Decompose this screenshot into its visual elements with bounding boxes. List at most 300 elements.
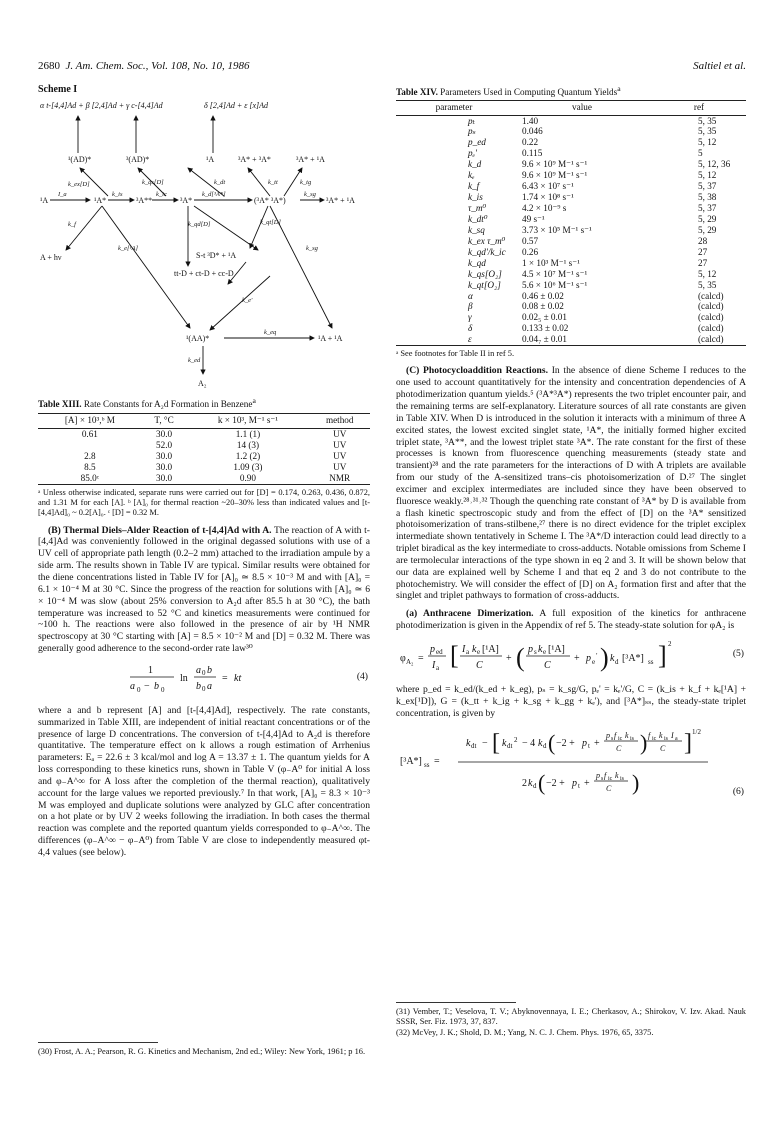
- table-row: [38, 428, 370, 440]
- table14: [396, 100, 746, 346]
- svg-text:d: d: [615, 658, 619, 666]
- table13-number: Table XIII.: [38, 399, 82, 410]
- scheme-label-11: ³A* + ¹A: [326, 196, 355, 206]
- table-row: [396, 192, 746, 203]
- svg-text:[: [: [450, 641, 459, 670]
- right-footnotes: [396, 1002, 746, 1038]
- svg-text:p: p: [586, 653, 591, 664]
- table-row: [38, 451, 370, 462]
- svg-text:f: f: [604, 770, 607, 780]
- table-cell: pₜ: [468, 115, 475, 126]
- rate-label-14: k_e[¹A]: [118, 245, 138, 253]
- svg-text:is: is: [664, 735, 669, 742]
- table-row: [396, 236, 746, 247]
- table-row: [396, 159, 746, 170]
- svg-text:): ): [640, 729, 648, 755]
- section-c-heading: (C) Photocycloaddition Reactions.: [406, 365, 548, 377]
- section-c-text-1: In the absence of diene Scheme I reduces to the one used to account quantitatively for the intensity and concentration dependencies of A photodimerization quantum yields.⁵ (³A*³A*) represents the two triplet encounter pair, and the remaining terms are self-explanatory. Literature sources of all rate constants are given in Table XIV. When D is introduced in the solution it interacts with a minimum of three A excited states, the lowest excited singlet state, ¹A*, the initially formed higher excited triplet state, ³A**, and the lowest triplet state ³A*. The rate constant for the first of these processes is known from fluorescence quenching measurements (steady state and transient)²⁸ and the rate parameters for the interactions of D with A triplets are available from our study of the A-sensitized trans–cis photoisomerization of D.²⁷ The singlet excimer and exciplex intermediates are included since they have been observed to fluoresce weakly.²⁸˒³¹˒³² Though the quenching rate constant of ³A* by D is available from a flash kinetic spectroscopic study and from the effect of [D] on the ³A* sensitized photoisomerization of trans-stilbene,²⁷ there is no direct evidence for the triplet exciplex intermediate shown tentatively in Scheme I. The ³A*/D interaction could lead directly to a triplet biradical as the key intermediate to cross-adducts. Notable omissions from Scheme I are termolecular interactions of the type shown in eq 2 and 3. It will be shown below that our data are explained well by Scheme I and that eq 2 and 3 do not contribute to the photochemistry. We will consider the effect of [D] on A₂ formation first and after that the singlet and triplet pathways to formation of cross-adducts.: [396, 365, 746, 602]
- table-cell: 0.61: [81, 428, 98, 439]
- equation-5: [396, 636, 746, 680]
- table13-col-header: method: [309, 414, 370, 428]
- table-row: [38, 440, 370, 451]
- table14-col-header: parameter: [396, 101, 512, 115]
- svg-text:0: 0: [202, 684, 206, 693]
- table14-col-header: value: [512, 101, 652, 115]
- table-cell: 5.6 × 10⁶ M⁻¹ s⁻¹: [522, 279, 588, 290]
- table-cell: k_d: [468, 159, 482, 170]
- section-c-text-2: A full exposition of the kinetics for anthracene photodimerization is given in the Appendix of ref 5. The steady-state solution for φA₂ is: [396, 608, 746, 632]
- svg-text:k: k: [466, 737, 471, 749]
- table-cell: 5: [698, 148, 703, 159]
- svg-text:(: (: [538, 769, 546, 795]
- svg-text:−: −: [482, 737, 488, 749]
- table-cell: k_qs[O₂]: [468, 268, 502, 279]
- table-cell: k_dt⁰: [468, 213, 488, 224]
- table-cell: 4.5 × 10⁷ M⁻¹ s⁻¹: [522, 268, 588, 279]
- table-row: [396, 291, 746, 302]
- svg-text:is: is: [620, 775, 625, 782]
- svg-text:f: f: [614, 730, 617, 740]
- scheme-top-left-products: α t-[4,4]Ad + β [2,4]Ad + γ c-[4,4]Ad: [40, 101, 163, 111]
- svg-text:[¹A]: [¹A]: [482, 644, 499, 655]
- section-c-paragraph-2: [396, 608, 746, 632]
- table-row: [396, 214, 746, 225]
- table-cell: 8.5: [84, 461, 96, 472]
- table-cell: 6.43 × 10⁷ s⁻¹: [522, 181, 574, 192]
- svg-text:e: e: [592, 658, 596, 666]
- svg-text:e: e: [543, 648, 547, 656]
- header-citation: [38, 60, 250, 73]
- table-cell: 1.09 (3): [233, 461, 263, 472]
- svg-text:1/2: 1/2: [692, 727, 701, 736]
- table-cell: 5, 12: [698, 268, 717, 279]
- equation-4-svg: [38, 659, 370, 699]
- equation-5-number: (5): [732, 648, 744, 659]
- rate-label-11: k_f: [68, 221, 76, 229]
- table-cell: [38, 440, 142, 451]
- table-cell: 0.046: [522, 126, 543, 137]
- scheme-label-6: ¹A: [40, 196, 49, 206]
- svg-text:p: p: [606, 730, 610, 740]
- section-b-heading: (B) Thermal Diels–Alder Reaction of t-[4,4]Ad with A.: [48, 524, 272, 536]
- footnote-31: (31) Vember, T.; Veselova, T. V.; Abyknovennaya, I. E.; Cherkasov, A.; Shirokov, V. Izv. Akad. Nauk SSSR, Ser. Fiz. 1973, 37, 837.: [396, 1007, 746, 1027]
- table-cell: (calcd): [698, 312, 724, 323]
- table-cell: 5, 12, 36: [698, 159, 731, 170]
- section-c-paragraph-3: where p_ed = k_ed/(k_ed + k_eg), pₛ = k_sg/G, pₑ' = kₑ'/G, C = (k_is + k_f + kₑ[¹A] + k_ex[¹D]), G = (k_tt + k_ig + k_sg + k_gg + kₑ'), and [³A*]ₛₛ, the steady-state triplet concentration, is given by: [396, 684, 746, 719]
- svg-text:a: a: [675, 735, 678, 742]
- rate-label-10: k_tg: [300, 179, 312, 187]
- svg-text:d: d: [543, 741, 547, 750]
- svg-text:′: ′: [596, 652, 598, 660]
- svg-text:−2 +: −2 +: [556, 737, 575, 749]
- svg-text:a: a: [196, 664, 201, 676]
- svg-text:ic: ic: [618, 735, 623, 742]
- table-cell: α: [468, 290, 473, 301]
- section-c-paragraph-1: [396, 365, 746, 602]
- table13-caption: [38, 396, 370, 410]
- svg-text:φ: φ: [400, 653, 406, 664]
- table14-col-header: ref: [652, 101, 746, 115]
- equation-6: [396, 724, 746, 800]
- table-cell: 0.26: [522, 246, 539, 257]
- rate-label-16: k_e': [242, 297, 253, 305]
- svg-text:C: C: [476, 660, 483, 671]
- table-cell: δ: [468, 323, 473, 334]
- table-cell: 1 × 10³ M⁻¹ s⁻¹: [522, 257, 580, 268]
- svg-text:+: +: [506, 653, 512, 664]
- table-cell: k_sq: [468, 224, 485, 235]
- table-cell: 5, 35: [698, 279, 717, 290]
- scheme-label-15: ¹(AA)*: [186, 334, 210, 344]
- table13-title-sup: a: [252, 396, 256, 406]
- table-cell: k_qd'/k_ic: [468, 246, 506, 257]
- svg-text:p: p: [528, 644, 533, 655]
- table14-footnote: ᵃ See footnotes for Table II in ref 5.: [396, 349, 515, 359]
- scheme-label-17: A₂: [198, 379, 207, 389]
- svg-text:s: s: [611, 735, 614, 742]
- table-cell: 0.08 ± 0.02: [522, 301, 564, 312]
- table14-number: Table XIV.: [396, 87, 438, 98]
- scheme-label-3: ¹A: [206, 155, 215, 165]
- svg-text:(: (: [548, 729, 556, 755]
- equation-5-svg: [396, 636, 746, 680]
- table14-title-sup: a: [617, 84, 621, 93]
- table-cell: 27: [698, 257, 708, 268]
- svg-text:k: k: [625, 730, 629, 740]
- scheme-label-16: ¹A + ¹A: [318, 334, 343, 344]
- table-cell: kₑ: [468, 170, 475, 181]
- svg-text:+: +: [594, 737, 600, 749]
- table-cell: 1.74 × 10⁸ s⁻¹: [522, 192, 574, 203]
- table-row: [396, 148, 746, 159]
- svg-text:k: k: [538, 737, 543, 749]
- section-b-text-1: The reaction of A with t-[4,4]Ad was conveniently followed in the original degassed solutions with use of a UV cell of appropriate path length (0.2–2 mm) attached to the irradiation ampule by a side arm. The results shown in Table IV are typical. Similar results were obtained for the diene concentrations listed in Table IV for [A]₀ ≃ 8.5 × 10⁻³ M and with [A]₀ = 6.1 × 10⁻⁴ M at 30 °C. Since the progress of the reaction for solutions with [A]₀ ≃ 6 × 10⁻⁴ M was slow (about 25% conversion to A₂d after 85.5 h at 30 °C), the bath temperature was increased to 52 °C and kinetics measurements were continued for ~100 h. The reactions were also followed in the presence of air by ¹H NMR spectroscopy at 30 °C starting with [A] = 8.5 × 10⁻² M and [D] = 0.32 M. There was generally good adherence to the second-order rate law³⁰: [38, 524, 370, 655]
- svg-text:A₂: A₂: [406, 658, 414, 666]
- table-cell: 5, 12: [698, 170, 717, 181]
- svg-text:0: 0: [137, 685, 141, 694]
- scheme-label-8: ³A**: [136, 196, 153, 206]
- svg-text:k: k: [538, 644, 543, 655]
- svg-text:C: C: [660, 743, 666, 753]
- scheme-label-9: ³A*: [180, 196, 193, 206]
- left-footnotes: [38, 1042, 370, 1057]
- svg-text:k: k: [610, 653, 615, 664]
- table-row: [396, 115, 746, 126]
- svg-text:[: [: [492, 729, 500, 756]
- table-row: [396, 170, 746, 181]
- svg-text:ed: ed: [436, 648, 443, 656]
- svg-text:ln: ln: [180, 672, 188, 684]
- svg-text:k: k: [528, 777, 533, 789]
- svg-text:]: ]: [658, 641, 667, 670]
- rate-label-18: k_ed: [188, 357, 201, 365]
- footnote-30: (30) Frost, A. A.; Pearson, R. G. Kinetics and Mechanism, 2nd ed.; Wiley: New York, 1961; p 16.: [38, 1047, 366, 1056]
- footnote-32: (32) McVey, J. K.; Shold, D. M.; Yang, N. C. J. Chem. Phys. 1976, 65, 3375.: [396, 1027, 654, 1037]
- reaction-scheme-diagram: [38, 98, 370, 390]
- table-cell: p_ed: [468, 137, 486, 148]
- table-cell: pₑ': [468, 148, 477, 159]
- table-cell: 4.2 × 10⁻⁹ s: [522, 203, 567, 213]
- table-cell: 5, 35: [698, 126, 717, 137]
- svg-text:− 4: − 4: [522, 737, 536, 749]
- table-cell: τ_m⁰: [468, 203, 487, 213]
- svg-text:0: 0: [161, 685, 165, 694]
- scheme-label-13: S-t ³D* + ¹A: [196, 251, 237, 261]
- table-row: [396, 225, 746, 236]
- section-b-paragraph-1: [38, 525, 370, 655]
- table-cell: 27: [698, 246, 708, 257]
- svg-text:−2 +: −2 +: [546, 777, 565, 789]
- table-cell: UV: [333, 439, 347, 450]
- table-row: [396, 323, 746, 334]
- svg-text:C: C: [544, 660, 551, 671]
- table-cell: 5, 12: [698, 137, 717, 148]
- section-b-paragraph-2: where a and b represent [A] and [t-[4,4]Ad], respectively. The rate constants, summarized in Table XIII, are independent of initial reactant concentrations or of the presence of large D concentrations. The conversion of t-[4,4]Ad to A₂d is therefore quantitative. The temperature effect on k allows a rough estimation of Arrhenius parameters: Eₐ = 22.6 ± 3 kcal/mol and log A = 13.37 ± 1. The quantum yields for A loss corresponding to these kinetics runs, shown in Table V (φ₋A⁰ for initial A loss and φ₋A^∞ for A loss after the completion of the thermal reaction), qualitatively account for the large values we reported previously.⁷ In that work, [A]₀ = 8.3 × 10⁻³ M was employed and duplicate solutions were analyzed by GLC after concentration on a hot plate or by UV 2 weeks following the irradiation. In both cases the thermal reaction was complete and the reported quantum yields corresponded to φ₋A^∞. The differences (φ₋A^∞ − φ₋A⁰) from Table V are close to independently measured φt-4,4 values (see below).: [38, 704, 370, 858]
- arrow-17: [194, 206, 258, 250]
- table-row: [396, 269, 746, 280]
- table-cell: NMR: [329, 472, 351, 483]
- svg-text:2: 2: [668, 640, 672, 648]
- table-cell: ε: [468, 334, 472, 345]
- rate-label-5: k_sg: [304, 191, 316, 199]
- svg-text:[¹A]: [¹A]: [548, 644, 565, 655]
- table-cell: 0.90: [239, 472, 256, 483]
- table-cell: 49 s⁻¹: [522, 213, 545, 224]
- table-row: [38, 462, 370, 473]
- rate-label-17: k_eq: [264, 329, 277, 337]
- svg-text:p: p: [572, 777, 577, 789]
- table-cell: k_qt[O₂]: [468, 279, 501, 290]
- scheme-label-5: ³A* + ¹A: [296, 155, 325, 165]
- svg-text:I: I: [462, 644, 466, 655]
- table13-header-row: [38, 414, 370, 428]
- svg-text:a: a: [436, 664, 440, 672]
- arrow-7: [248, 168, 270, 196]
- table-cell: β: [468, 301, 473, 312]
- table-cell: pₛ: [468, 126, 476, 137]
- svg-text:dt: dt: [471, 741, 477, 750]
- rate-label-8: k_dt: [214, 179, 226, 187]
- table-cell: 52.0: [156, 439, 173, 450]
- table-cell: (calcd): [698, 290, 724, 301]
- arrow-18: [250, 206, 268, 248]
- arrow-21: [210, 276, 270, 330]
- svg-text:=: =: [434, 755, 440, 767]
- table-cell: (calcd): [698, 334, 724, 345]
- table-cell: k_ex τ_m⁰: [468, 235, 506, 246]
- table-cell: 9.6 × 10⁹ M⁻¹ s⁻¹: [522, 159, 588, 170]
- svg-text:t: t: [588, 741, 590, 750]
- equation-6-number: (6): [732, 785, 744, 797]
- svg-text:k: k: [659, 730, 663, 740]
- svg-text:t: t: [578, 781, 580, 790]
- table-cell: 85.0ᶜ: [80, 472, 100, 483]
- table-cell: 30.0: [156, 461, 173, 472]
- table-cell: 0.57: [522, 235, 539, 246]
- table-cell: UV: [333, 450, 347, 461]
- rate-label-7: k_qs[D]: [142, 179, 164, 187]
- rate-label-15: k_sg: [306, 245, 318, 253]
- table13-footnote: ᵃ Unless otherwise indicated, separate runs were carried out for [D] = 0.174, 0.263, 0.436, 0.872, and 1.31 M for each [A]. ᵇ [A]₀ for thermal reaction ~20–30% less than indicated values and [t-[4,4]Ad]₀ ~ 0.2[A]₀. ᶜ [D] = 0.32 M.: [38, 487, 370, 518]
- scheme-title: Scheme I: [38, 84, 78, 95]
- scheme-label-4: ³A* + ³A*: [238, 155, 271, 165]
- scheme-label-10: (³A* ³A*): [254, 196, 286, 206]
- scheme-label-14: tt-D + ct-D + cc-D: [174, 269, 234, 279]
- svg-text:2: 2: [514, 735, 518, 744]
- table13-col-header: T, °C: [142, 414, 187, 428]
- table14-header-row: [396, 101, 746, 115]
- svg-text:d: d: [533, 781, 537, 790]
- table-cell: 5, 35: [698, 115, 717, 126]
- footnote-rule: [396, 1002, 516, 1003]
- table-cell: 0.133 ± 0.02: [522, 323, 569, 334]
- svg-text:): ): [600, 643, 609, 672]
- svg-text:=: =: [418, 653, 424, 664]
- table-row: [396, 137, 746, 148]
- svg-text:b: b: [196, 680, 201, 692]
- table-cell: 9.6 × 10⁹ M⁻¹ s⁻¹: [522, 170, 588, 181]
- table-cell: k_qd: [468, 257, 486, 268]
- svg-text:C: C: [606, 783, 612, 793]
- table-cell: 1.40: [522, 115, 539, 126]
- table-cell: 28: [698, 235, 708, 246]
- svg-text:ic: ic: [652, 735, 657, 742]
- right-column: [396, 84, 746, 1037]
- table-cell: 0.46 ± 0.02: [522, 290, 564, 301]
- table-cell: 30.0: [156, 428, 173, 439]
- arrow-14: [66, 206, 102, 250]
- page-header: [38, 60, 746, 76]
- table-cell: 0.115: [522, 148, 543, 159]
- svg-text:): ): [632, 769, 640, 795]
- svg-text:p: p: [430, 644, 435, 655]
- rate-label-12: k_qd[D]: [188, 221, 211, 229]
- rate-label-6: k_ex[D]: [68, 181, 90, 189]
- table-row: [396, 258, 746, 269]
- svg-text:a: a: [466, 648, 470, 656]
- table14-caption: [396, 84, 746, 98]
- table13-col-header: [A] × 10³,ᵇ M: [38, 414, 142, 428]
- svg-text:[³A*]: [³A*]: [400, 755, 422, 767]
- rate-label-9: k_tt: [268, 179, 278, 187]
- table-cell: 2.8: [84, 450, 96, 461]
- table-row: [396, 312, 746, 323]
- svg-text:s: s: [534, 648, 537, 656]
- rate-label-1: I_a: [58, 191, 67, 199]
- svg-text:b: b: [207, 664, 212, 676]
- svg-text:a: a: [130, 680, 135, 692]
- scheme-label-12: A + hν: [40, 253, 62, 263]
- equation-6-svg: [396, 724, 746, 800]
- svg-text:0: 0: [202, 668, 206, 677]
- svg-text:−: −: [144, 680, 150, 692]
- scheme-label-7: ¹A*: [94, 196, 107, 206]
- svg-text:k: k: [472, 644, 477, 655]
- rate-label-2: k_is: [112, 191, 123, 199]
- table-row: [396, 280, 746, 291]
- svg-text:ss: ss: [648, 658, 654, 666]
- svg-text:b: b: [154, 680, 159, 692]
- table-cell: 0.04₇ ± 0.01: [522, 334, 567, 345]
- svg-text:dt: dt: [507, 741, 513, 750]
- rate-label-13: k_qt[D]: [260, 219, 281, 227]
- svg-text:+: +: [584, 777, 590, 789]
- table-cell: 5, 37: [698, 203, 717, 213]
- equation-4-number: (4): [356, 670, 368, 682]
- table-cell: 5, 38: [698, 192, 717, 203]
- table-row: [396, 126, 746, 137]
- footnote-rule: [38, 1042, 158, 1043]
- svg-text:I: I: [671, 730, 674, 740]
- table-cell: k_f: [468, 181, 480, 192]
- table-cell: 14 (3): [236, 439, 260, 450]
- svg-text:f: f: [648, 730, 651, 740]
- table-cell: 3.73 × 10⁵ M⁻¹ s⁻¹: [522, 224, 592, 235]
- table-cell: 5, 29: [698, 213, 717, 224]
- table14-title: Parameters Used in Computing Quantum Yields: [440, 87, 618, 98]
- svg-text:p: p: [582, 737, 587, 749]
- table-row: [396, 203, 746, 214]
- table13-col-header: k × 10³, M⁻¹ s⁻¹: [186, 414, 309, 428]
- svg-text:s: s: [601, 775, 604, 782]
- table-row: [396, 181, 746, 192]
- table-cell: UV: [333, 428, 347, 439]
- table-cell: (calcd): [698, 301, 724, 312]
- svg-text:p: p: [596, 770, 600, 780]
- scheme-label-2: ³(AD)*: [126, 155, 150, 165]
- section-c-subheading: (a) Anthracene Dimerization.: [406, 608, 534, 620]
- table-cell: (calcd): [698, 323, 724, 334]
- table-row: [396, 334, 746, 345]
- rate-label-3: k_ic: [156, 191, 167, 199]
- scheme-top-right-products: δ [2,4]Ad + ε [x]Ad: [204, 101, 269, 111]
- svg-text:kt: kt: [234, 672, 242, 684]
- svg-text:(: (: [516, 643, 525, 672]
- svg-text:a: a: [207, 680, 212, 692]
- table-cell: 5, 29: [698, 224, 717, 235]
- journal-name: J. Am. Chem. Soc., Vol. 108, No. 10, 1986: [65, 60, 250, 72]
- table-row: [38, 473, 370, 485]
- table-cell: UV: [333, 461, 347, 472]
- arrow-15: [102, 206, 190, 328]
- header-authors: Saltiel et al.: [693, 60, 746, 72]
- table-cell: 0.02₅ ± 0.01: [522, 312, 567, 323]
- svg-text:C: C: [616, 743, 622, 753]
- svg-text:e: e: [477, 648, 481, 656]
- svg-text:k: k: [615, 770, 619, 780]
- table-cell: 30.0: [156, 450, 173, 461]
- page-number: 2680: [38, 60, 60, 72]
- rate-label-4: k_d[³A*]: [202, 191, 226, 199]
- scheme-svg: [38, 98, 370, 390]
- table-row: [396, 301, 746, 312]
- table-cell: k_is: [468, 192, 483, 203]
- table-cell: 0.22: [522, 137, 539, 148]
- svg-text:+: +: [574, 653, 580, 664]
- scheme-label-1: ¹(AD)*: [68, 155, 92, 165]
- table-cell: 1.2 (2): [235, 450, 261, 461]
- table-cell: 5, 37: [698, 181, 717, 192]
- table-cell: 30.0: [156, 472, 173, 483]
- svg-text:k: k: [502, 737, 507, 749]
- table-cell: 1.1 (1): [235, 428, 261, 439]
- svg-text:I: I: [432, 660, 436, 671]
- table-cell: γ: [468, 312, 472, 323]
- svg-text:ic: ic: [608, 775, 613, 782]
- svg-text:is: is: [630, 735, 635, 742]
- svg-text:]: ]: [684, 729, 692, 756]
- svg-text:ss: ss: [424, 760, 430, 769]
